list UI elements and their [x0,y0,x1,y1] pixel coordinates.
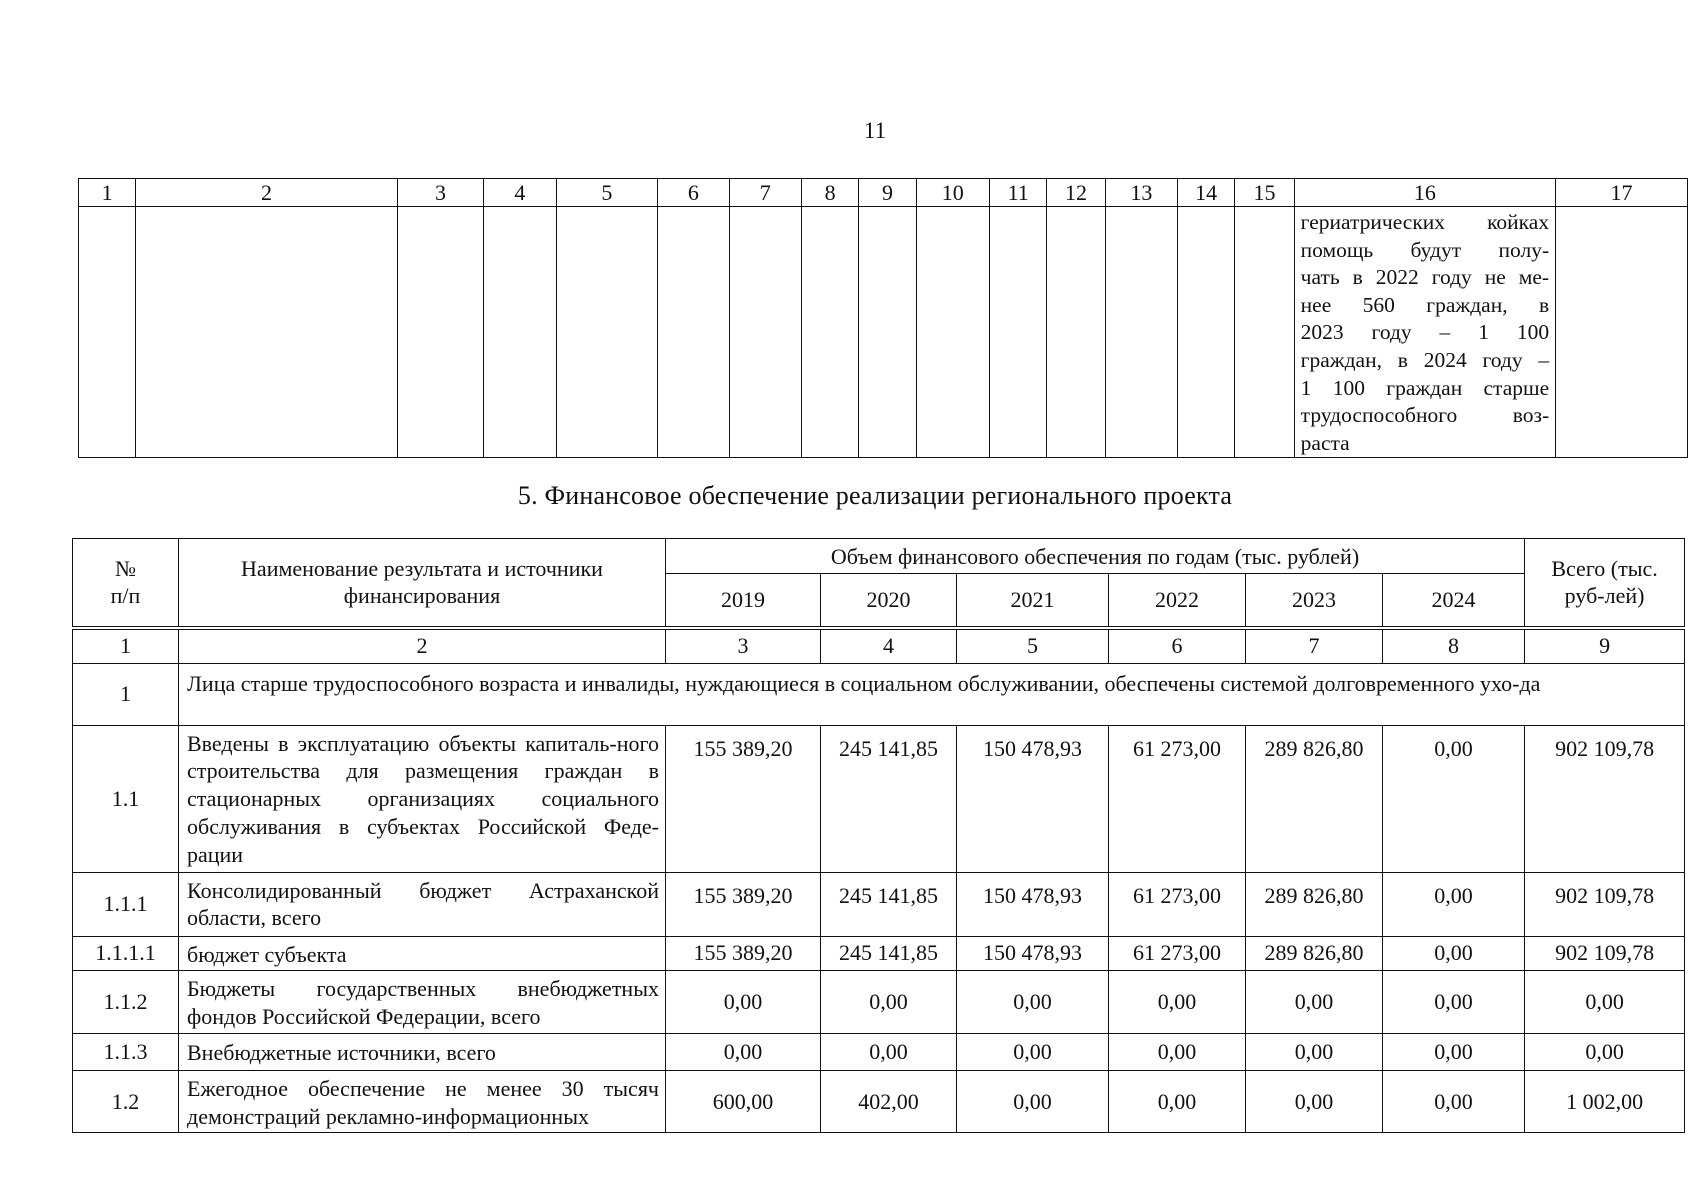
value-cell: 289 826,80 [1246,936,1383,971]
empty-cell [1556,207,1688,458]
value-cell: 0,00 [666,971,821,1034]
value-cell: 150 478,93 [957,872,1109,936]
value-cell: 0,00 [1383,725,1525,872]
table-row [73,663,1685,725]
empty-cell [729,207,801,458]
table-row [73,971,1685,1034]
empty-cell [1047,207,1105,458]
column-number: 3 [397,179,483,207]
header-volume: Объем финансового обеспечения по годам (тыс. рублей) [666,539,1525,574]
empty-cell [801,207,858,458]
value-cell: 902 109,78 [1525,872,1685,936]
value-cell: 0,00 [1383,936,1525,971]
value-cell: 289 826,80 [1246,872,1383,936]
value-cell: 289 826,80 [1246,725,1383,872]
row-number: 1.2 [73,1070,179,1133]
value-cell: 0,00 [1383,1070,1525,1133]
row-number: 1.1 [73,725,179,872]
header-name: Наименование результата и источники финансирования [179,539,666,628]
column-number: 15 [1235,179,1294,207]
column-number: 7 [1246,628,1383,664]
value-cell: 0,00 [1246,971,1383,1034]
column-number: 16 [1294,179,1555,207]
continuation-header-row [79,179,1688,207]
row-name: бюджет субъекта [179,936,666,971]
value-cell: 0,00 [957,971,1109,1034]
value-cell: 61 273,00 [1109,936,1246,971]
header-total: Всего (тыс. руб-лей) [1525,539,1685,628]
header-year: 2024 [1383,574,1525,628]
header-number: № п/п [73,539,179,628]
value-cell: 0,00 [821,971,957,1034]
value-cell: 0,00 [1383,971,1525,1034]
value-cell: 155 389,20 [666,725,821,872]
value-cell: 1 002,00 [1525,1070,1685,1133]
table-row [73,936,1685,971]
row-name: Внебюджетные источники, всего [179,1033,666,1070]
column-number: 12 [1047,179,1105,207]
empty-cell [1178,207,1235,458]
empty-cell [859,207,916,458]
value-cell: 0,00 [957,1033,1109,1070]
table-row [73,1070,1685,1133]
row-number: 1.1.3 [73,1033,179,1070]
value-cell: 61 273,00 [1109,725,1246,872]
value-cell: 0,00 [1383,1033,1525,1070]
finance-header-row [73,539,1685,574]
row-number: 1.1.2 [73,971,179,1034]
empty-cell [990,207,1047,458]
column-number: 17 [1556,179,1688,207]
value-cell: 0,00 [1109,1033,1246,1070]
value-cell: 0,00 [1525,1033,1685,1070]
column-number: 5 [957,628,1109,664]
empty-cell [79,207,136,458]
header-year: 2021 [957,574,1109,628]
row-name: Консолидированный бюджет Астраханской области, всего [179,872,666,936]
value-cell: 0,00 [1525,971,1685,1034]
empty-cell [658,207,729,458]
row-name: Лица старше трудоспособного возраста и инвалиды, нуждающиеся в социальном обслуживании, обеспечены системой долговременного ухо-да [179,663,1685,725]
value-cell: 0,00 [1109,971,1246,1034]
header-year: 2022 [1109,574,1246,628]
row-number: 1.1.1 [73,872,179,936]
header-year: 2023 [1246,574,1383,628]
table-row [73,1033,1685,1070]
value-cell: 600,00 [666,1070,821,1133]
column-number: 1 [79,179,136,207]
column-number: 9 [859,179,916,207]
empty-cell [1235,207,1294,458]
column-number: 8 [801,179,858,207]
header-year: 2019 [666,574,821,628]
value-cell: 0,00 [1246,1070,1383,1133]
column-number: 1 [73,628,179,664]
table-row [73,725,1685,872]
continuation-body-row [79,207,1688,458]
column-number: 4 [484,179,556,207]
value-cell: 902 109,78 [1525,725,1685,872]
note-line: гериатрических койках [1300,210,1550,234]
value-cell: 155 389,20 [666,872,821,936]
continuation-table [78,178,1688,458]
value-cell: 245 141,85 [821,872,957,936]
row-name: Введены в эксплуатацию объекты капиталь-ного строительства для размещения граждан в стационарных организациях социального обслуживания в субъектах Российской Феде-рации [179,725,666,872]
row-number: 1 [73,663,179,725]
note-line: чать в 2022 году не ме- [1300,265,1550,290]
note-line: помощь будут полу- [1300,237,1550,262]
value-cell: 0,00 [957,1070,1109,1133]
column-number: 5 [556,179,658,207]
empty-cell [1105,207,1177,458]
column-numbers-row [73,628,1685,664]
column-number: 2 [136,179,397,207]
header-year: 2020 [821,574,957,628]
row-name: Бюджеты государственных внебюджетных фондов Российской Федерации, всего [179,971,666,1034]
empty-cell [556,207,658,458]
value-cell: 0,00 [1246,1033,1383,1070]
note-line: граждан, в 2024 году – [1300,347,1550,372]
section-title: 5. Финансовое обеспечение реализации регионального проекта [517,481,1233,510]
note-line: раста [1300,430,1350,455]
column-number: 9 [1525,628,1685,664]
table-row [73,872,1685,936]
note-line: нее 560 граждан, в [1300,292,1550,317]
value-cell: 245 141,85 [821,936,957,971]
value-cell: 0,00 [1383,872,1525,936]
column-number: 10 [916,179,989,207]
value-cell: 0,00 [1109,1070,1246,1133]
finance-table [72,538,1685,1133]
value-cell: 155 389,20 [666,936,821,971]
column-number: 14 [1178,179,1235,207]
column-number: 2 [179,628,666,664]
value-cell: 902 109,78 [1525,936,1685,971]
result-note-cell [1294,207,1555,458]
page-number: 11 [863,118,887,143]
empty-cell [484,207,556,458]
column-number: 6 [658,179,729,207]
empty-cell [397,207,483,458]
column-number: 8 [1383,628,1525,664]
row-name: Ежегодное обеспечение не менее 30 тысяч демонстраций рекламно-информационных [179,1070,666,1133]
value-cell: 0,00 [666,1033,821,1070]
note-line: трудоспособного воз- [1300,403,1550,428]
value-cell: 402,00 [821,1070,957,1133]
row-number: 1.1.1.1 [73,936,179,971]
column-number: 4 [821,628,957,664]
column-number: 6 [1109,628,1246,664]
column-number: 7 [729,179,801,207]
value-cell: 61 273,00 [1109,872,1246,936]
value-cell: 0,00 [821,1033,957,1070]
column-number: 13 [1105,179,1177,207]
column-number: 11 [990,179,1047,207]
column-number: 3 [666,628,821,664]
empty-cell [136,207,397,458]
value-cell: 150 478,93 [957,725,1109,872]
note-line: 1 100 граждан старше [1300,375,1550,400]
value-cell: 150 478,93 [957,936,1109,971]
value-cell: 245 141,85 [821,725,957,872]
note-line: 2023 году – 1 100 [1300,320,1550,345]
empty-cell [916,207,989,458]
